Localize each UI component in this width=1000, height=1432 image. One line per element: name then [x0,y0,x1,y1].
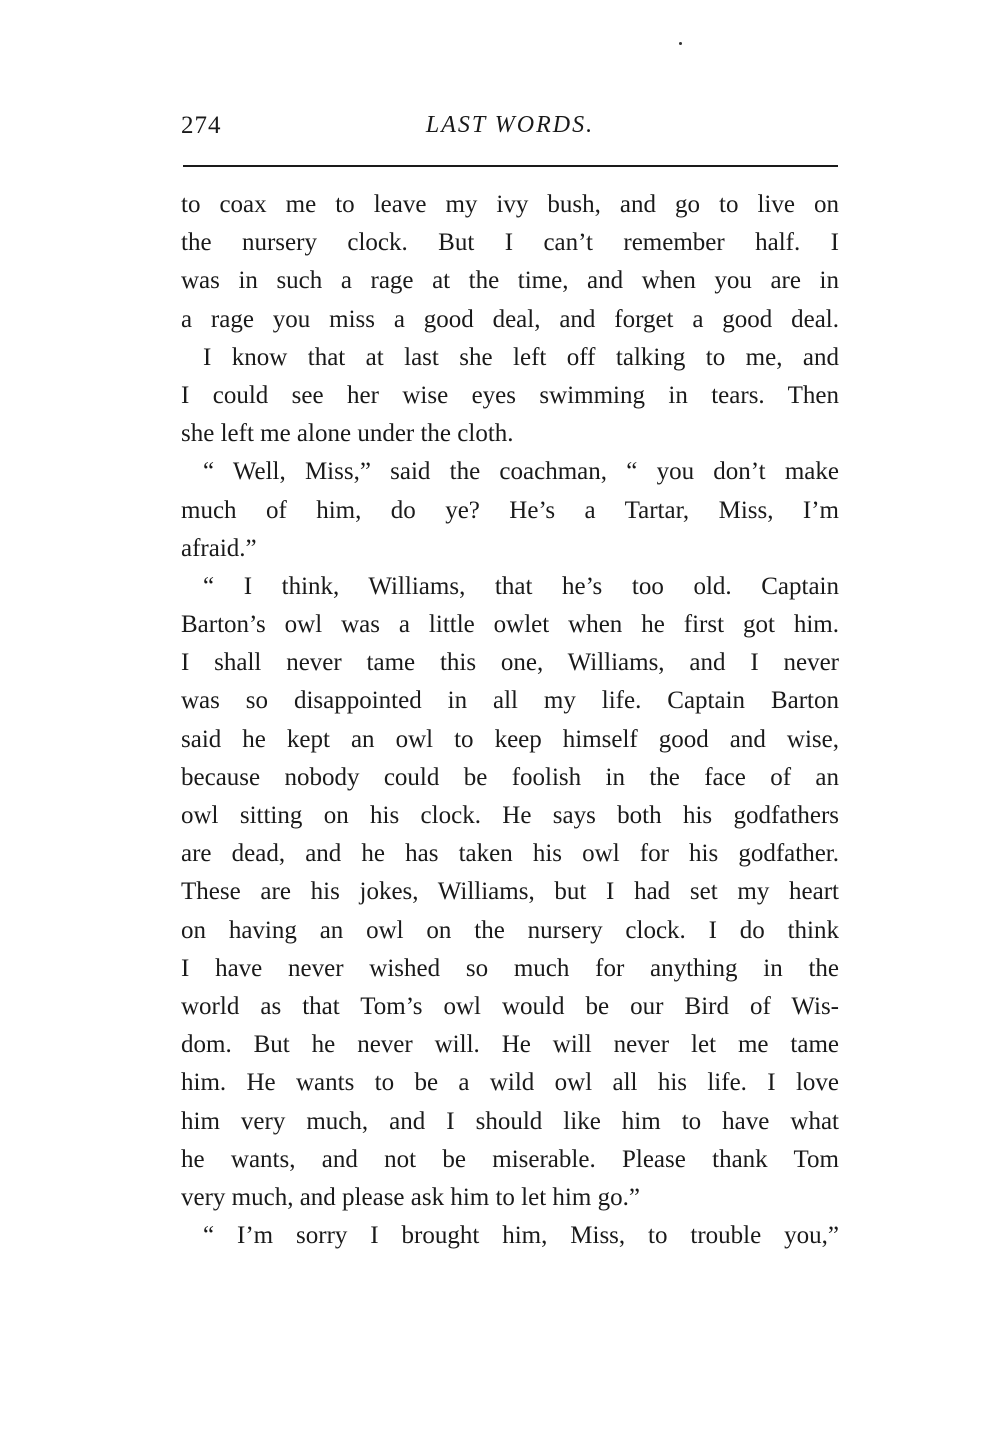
body-text [181,186,839,1255]
text-line: I know that at last she left off talking to me, and [203,343,839,371]
text-line: world as that Tom’s owl would be our Bird of Wis- [181,992,839,1020]
text-line: dom. But he never will. He will never let me tame [181,1031,839,1059]
text-line: “ Well, Miss,” said the coachman, “ you don’t make [203,458,839,486]
text-line: “ I’m sorry I brought him, Miss, to trouble you,” [203,1222,839,1250]
text-line: said he kept an owl to keep himself good and wise, [181,725,839,753]
page-header [181,112,839,152]
text-line: he wants, and not be miserable. Please thank Tom [181,1145,839,1173]
text-line: much of him, do ye? He’s a Tartar, Miss, I’m [181,496,839,524]
text-line: was in such a rage at the time, and when you are in [181,267,839,295]
text-line: she left me alone under the cloth. [181,420,514,448]
header-rule [183,165,838,167]
print-speck [679,42,682,45]
page-number: 274 [181,112,222,139]
text-line: because nobody could be foolish in the face of an [181,763,839,791]
text-line: the nursery clock. But I can’t remember half. I [181,229,839,257]
text-line: a rage you miss a good deal, and forget a good deal. [181,305,839,333]
text-line: owl sitting on his clock. He says both his godfathers [181,802,839,829]
text-line: I have never wished so much for anything in the [181,954,839,982]
text-line: to coax me to leave my ivy bush, and go to live on [181,191,839,218]
running-head: LAST WORDS. [425,112,595,138]
text-line: on having an owl on the nursery clock. I do think [181,916,839,944]
text-line: very much, and please ask him to let him go.” [181,1183,640,1211]
text-line: Barton’s owl was a little owlet when he first got him. [181,611,839,639]
text-line: him. He wants to be a wild owl all his life. I love [181,1069,839,1097]
text-line: These are his jokes, Williams, but I had set my heart [181,878,839,906]
text-line: are dead, and he has taken his owl for his godfather. [181,840,839,868]
text-line: him very much, and I should like him to have what [181,1107,839,1135]
text-line: I shall never tame this one, Williams, and I never [181,649,839,677]
text-line: was so disappointed in all my life. Captain Barton [181,687,839,715]
text-line: afraid.” [181,534,257,562]
text-line: I could see her wise eyes swimming in tears. Then [181,381,839,409]
text-line: “ I think, Williams, that he’s too old. Captain [203,572,839,600]
